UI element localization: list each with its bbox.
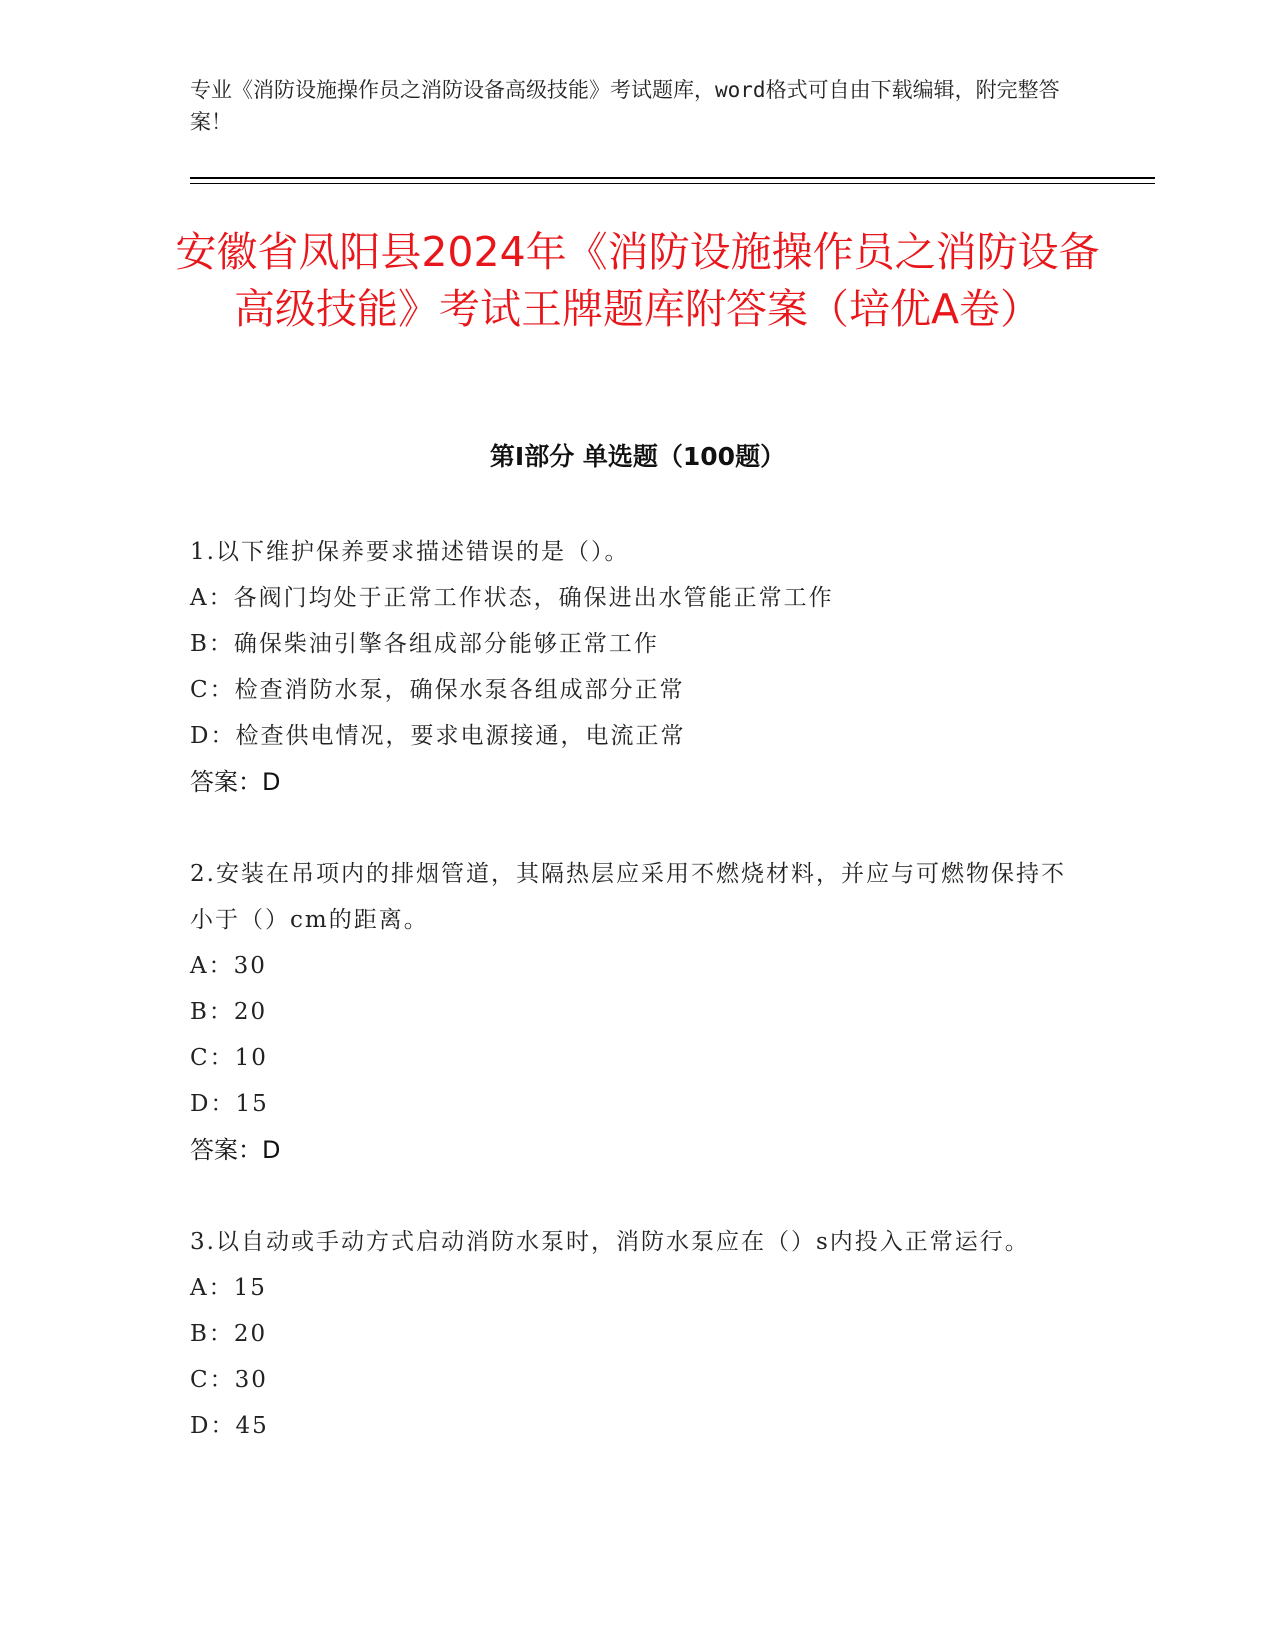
header-note: 专业《消防设施操作员之消防设备高级技能》考试题库，word格式可自由下载编辑，附完整答案！	[190, 78, 1060, 134]
document-title: 安徽省凤阳县2024年《消防设施操作员之消防设备高级技能》考试王牌题库附答案（培优A卷）	[175, 228, 1100, 333]
option-a: A：各阀门均处于正常工作状态，确保进出水管能正常工作	[190, 585, 834, 611]
option-c: C：检查消防水泵，确保水泵各组成部分正常	[190, 677, 685, 703]
option-d: D：45	[190, 1413, 269, 1439]
option-d: D：检查供电情况，要求电源接通，电流正常	[190, 723, 686, 749]
option-a: A：30	[190, 953, 267, 979]
option-b: B：20	[190, 999, 268, 1025]
option-b: B：确保柴油引擎各组成部分能够正常工作	[190, 631, 659, 657]
option-a: A：15	[190, 1275, 267, 1301]
question-stem: 1.以下维护保养要求描述错误的是（）。	[190, 539, 630, 565]
question-stem: 2.安装在吊项内的排烟管道，其隔热层应采用不燃烧材料，并应与可燃物保持不小于（）cm的距离。	[190, 861, 1066, 933]
question-2	[190, 851, 1090, 1173]
question-stem: 3.以自动或手动方式启动消防水泵时，消防水泵应在（）s内投入正常运行。	[190, 1229, 1030, 1255]
option-b: B：20	[190, 1321, 268, 1347]
option-d: D：15	[190, 1091, 269, 1117]
question-1	[190, 529, 1090, 805]
option-c: C：30	[190, 1367, 268, 1393]
question-list	[190, 529, 1090, 1495]
answer: 答案：D	[190, 768, 281, 796]
option-c: C：10	[190, 1045, 268, 1071]
answer: 答案：D	[190, 1136, 281, 1164]
section-title: 第I部分 单选题（100题）	[489, 442, 786, 471]
header-rule-thin	[190, 183, 1155, 184]
question-3	[190, 1219, 1090, 1449]
header-rule-thick	[190, 177, 1155, 179]
